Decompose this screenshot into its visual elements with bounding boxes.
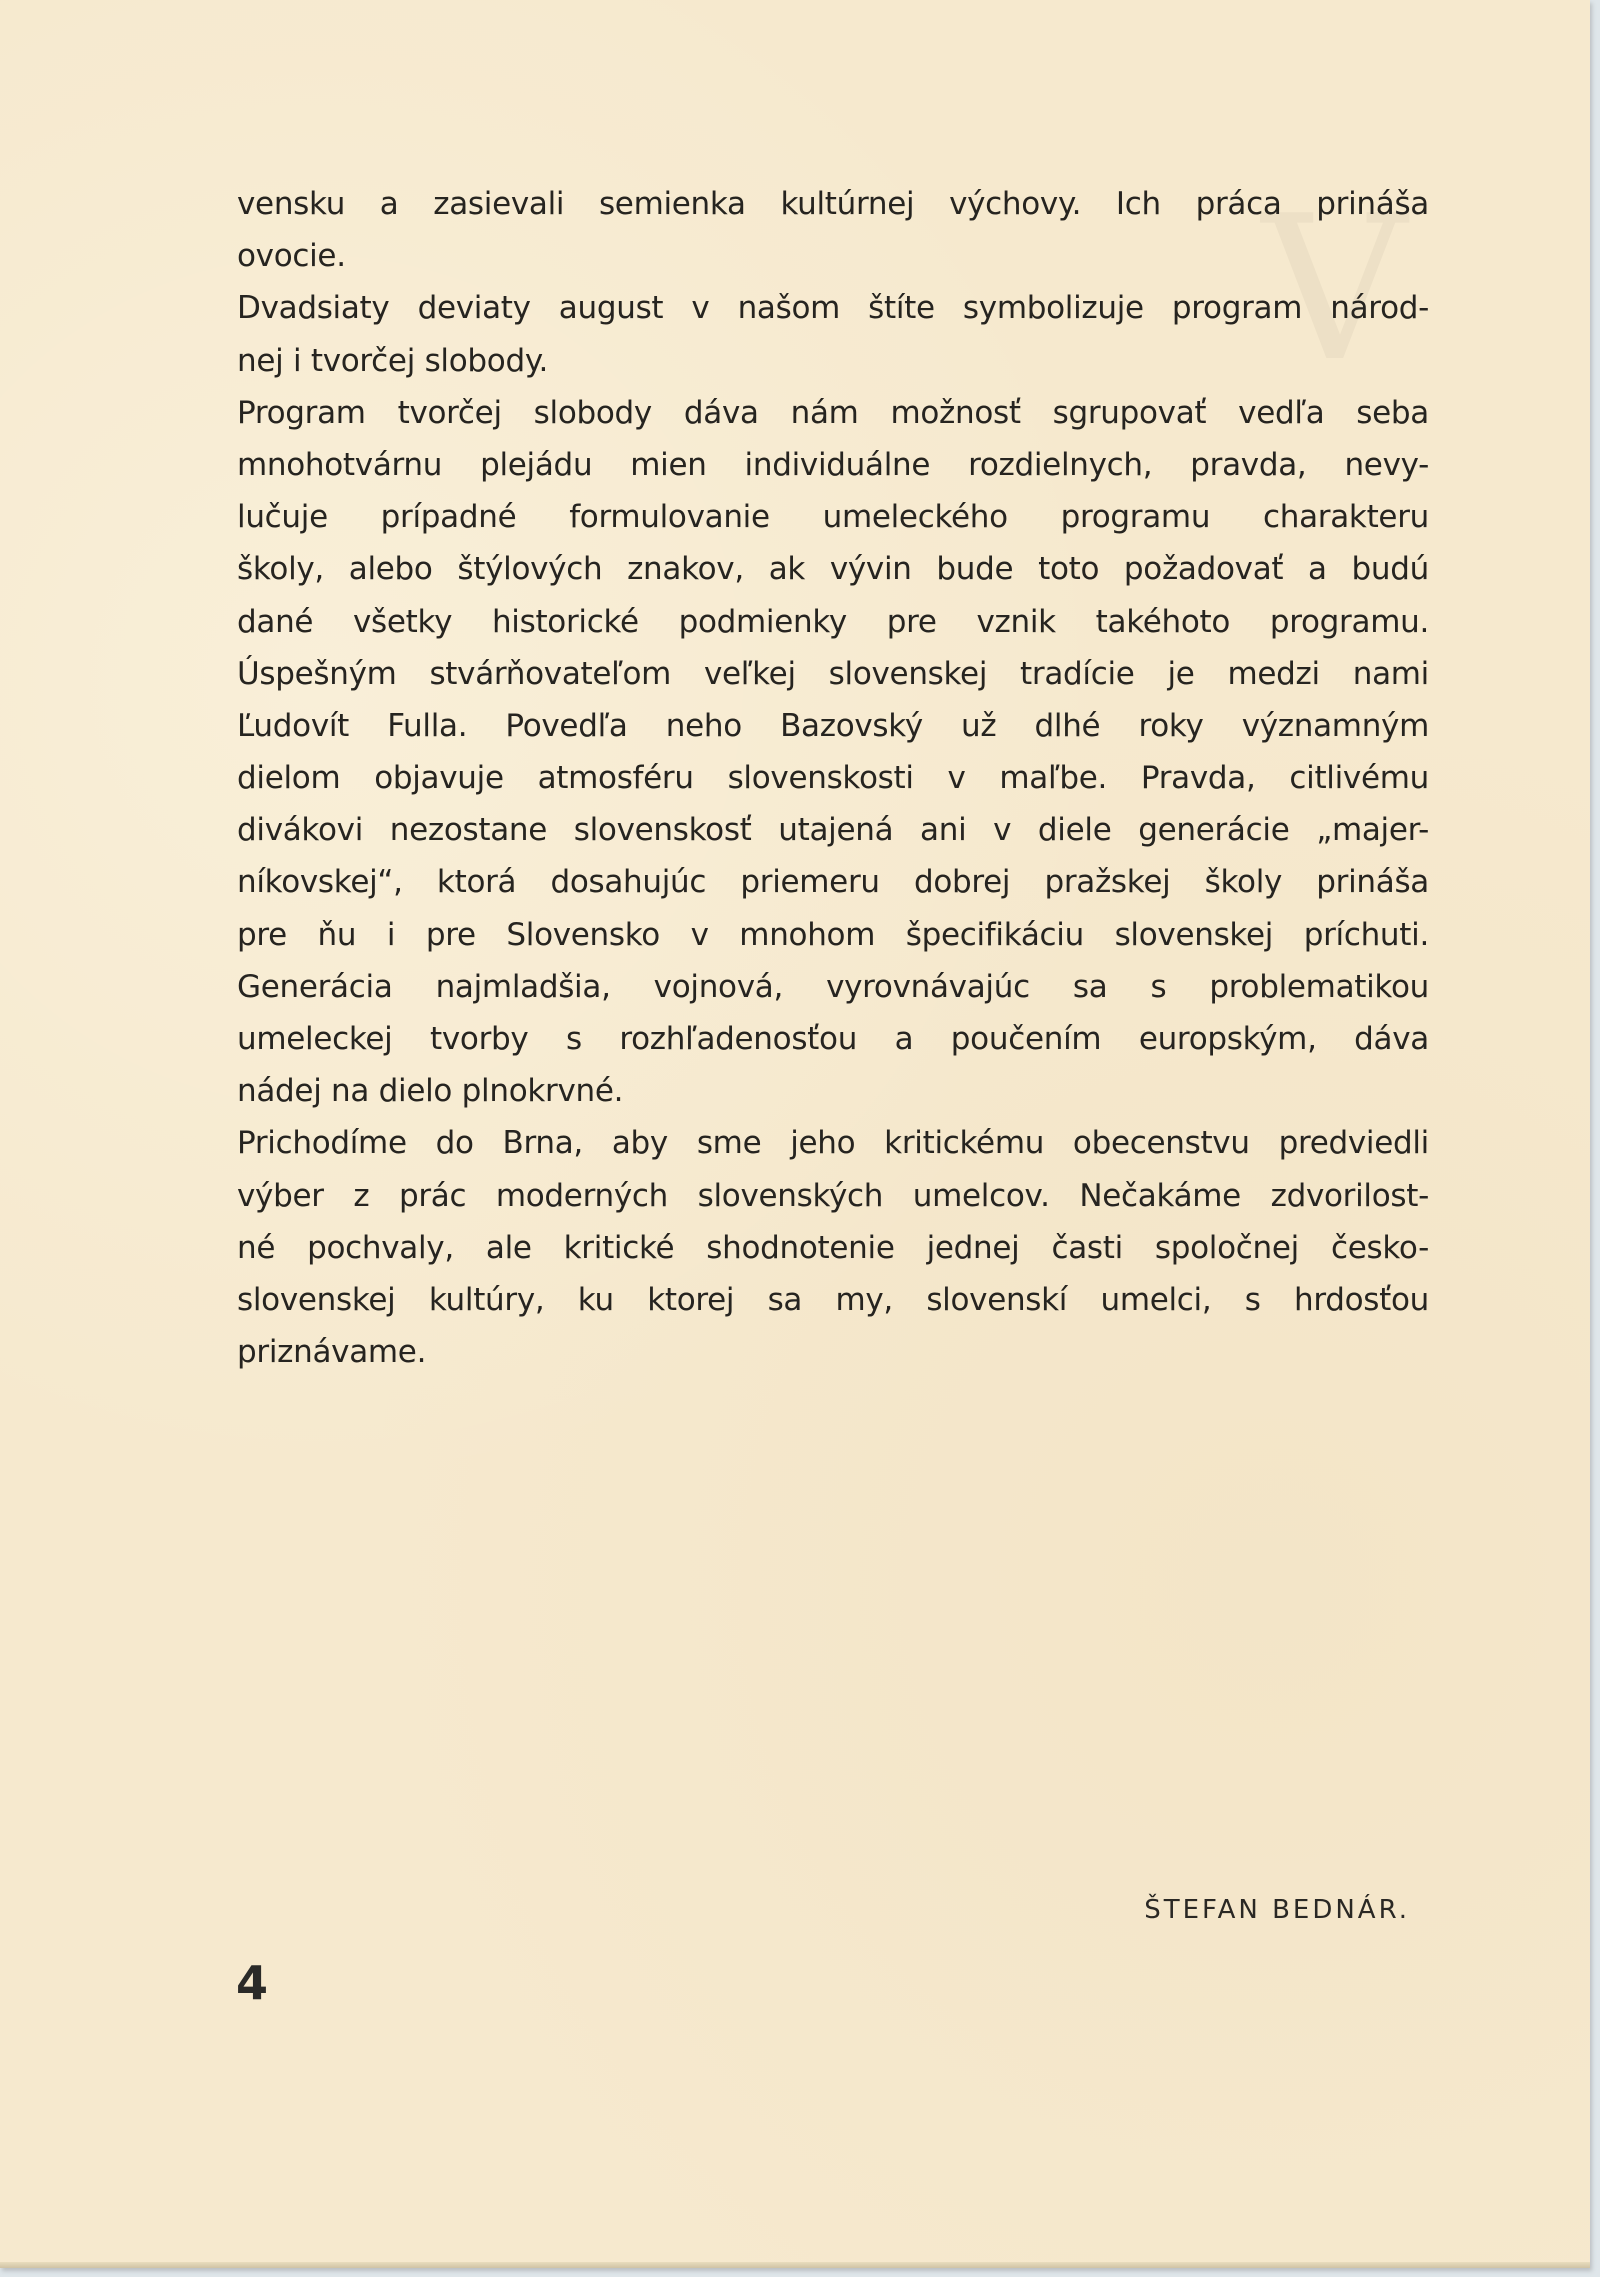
paragraph [237, 387, 1429, 1118]
text-line: ovocie. [237, 238, 346, 275]
text-line: nej i tvorčej slobody. [237, 342, 548, 379]
text-line: dané všetky historické podmienky pre vznik takéhoto programu. [237, 603, 1429, 640]
text-line: školy, alebo štýlových znakov, ak vývin bude toto požadovať a budú [237, 551, 1429, 588]
paragraph [237, 1117, 1429, 1378]
page-number: 4 [236, 1956, 269, 2010]
text-line: Ľudovít Fulla. Povedľa neho Bazovský už dlhé roky významným [237, 707, 1429, 744]
text-line: vensku a zasievali semienka kultúrnej výchovy. Ich práca prináša [237, 186, 1429, 222]
text-line: Program tvorčej slobody dáva nám možnosť sgrupovať vedľa seba [237, 394, 1429, 431]
author-signature: ŠTEFAN BEDNÁR. [1144, 1895, 1410, 1925]
text-line: Dvadsiaty deviaty august v našom štíte symbolizuje program národ- [237, 290, 1429, 327]
text-line: dielom objavuje atmosféru slovenskosti v maľbe. Pravda, citlivému [237, 760, 1429, 797]
paragraph [237, 282, 1429, 386]
paragraph [237, 178, 1429, 282]
text-line: nádej na dielo plnokrvné. [237, 1073, 624, 1110]
text-line: Prichodíme do Brna, aby sme jeho kritickému obecenstvu predviedli [237, 1125, 1429, 1162]
article-body [237, 173, 1429, 1378]
text-line: divákovi nezostane slovenskosť utajená ani v diele generácie „majer- [237, 812, 1429, 849]
text-line: výber z prác moderných slovenských umelcov. Nečakáme zdvorilost- [237, 1177, 1429, 1214]
text-line: lučuje prípadné formulovanie umeleckého programu charakteru [237, 499, 1429, 536]
page-bottom-edge [0, 2262, 1590, 2268]
text-line: slovenskej kultúry, ku ktorej sa my, slovenskí umelci, s hrdosťou [237, 1281, 1429, 1318]
text-line: né pochvaly, ale kritické shodnotenie jednej časti spoločnej česko- [237, 1229, 1429, 1266]
show-through-initial: V [1262, 173, 1407, 406]
text-line: mnohotvárnu plejádu mien individuálne rozdielnych, pravda, nevy- [237, 446, 1429, 483]
text-line: Generácia najmladšia, vojnová, vyrovnávajúc sa s problematikou [237, 968, 1429, 1005]
text-line: priznávame. [237, 1334, 427, 1371]
text-line: Úspešným stvárňovateľom veľkej slovenskej tradície je medzi nami [237, 655, 1429, 692]
text-line: umeleckej tvorby s rozhľadenosťou a poučením europským, dáva [237, 1021, 1429, 1057]
text-line: níkovskej“, ktorá dosahujúc priemeru dobrej pražskej školy prináša [237, 864, 1429, 901]
text-line: pre ňu i pre Slovensko v mnohom špecifikáciu slovenskej príchuti. [237, 916, 1429, 953]
